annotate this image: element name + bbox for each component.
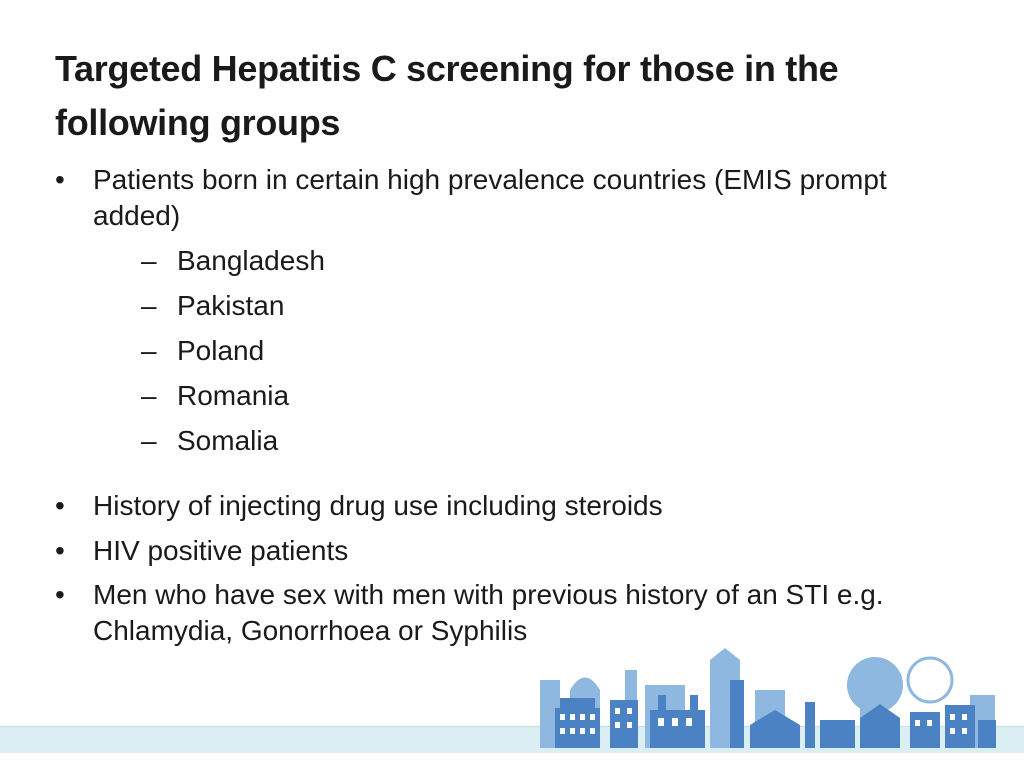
country-name: Romania bbox=[177, 380, 290, 411]
country-list bbox=[93, 238, 955, 463]
dash-marker: – bbox=[141, 245, 157, 276]
bullet-marker: • bbox=[55, 164, 65, 195]
bullet-marker: • bbox=[55, 579, 65, 610]
country-item bbox=[93, 238, 955, 283]
slide-body bbox=[55, 162, 955, 649]
bullet-item bbox=[55, 162, 955, 463]
city-skyline-icon bbox=[530, 640, 1000, 748]
bullet-text: HIV positive patients bbox=[93, 535, 349, 566]
bullet-item bbox=[55, 528, 955, 573]
dash-marker: – bbox=[141, 425, 157, 456]
country-name: Pakistan bbox=[177, 290, 285, 321]
country-name: Poland bbox=[177, 335, 265, 366]
bullet-text: History of injecting drug use including steroids bbox=[93, 490, 663, 521]
country-item bbox=[93, 328, 955, 373]
bullet-marker: • bbox=[55, 535, 65, 566]
country-item bbox=[93, 283, 955, 328]
dash-marker: – bbox=[141, 290, 157, 321]
bullet-item bbox=[55, 483, 955, 528]
dash-marker: – bbox=[141, 380, 157, 411]
country-item bbox=[93, 418, 955, 463]
country-name: Somalia bbox=[177, 425, 279, 456]
bullet-text: Men who have sex with men with previous history of an STI e.g. Chlamydia, Gonorrhoea or Syphilis bbox=[93, 579, 884, 646]
country-item bbox=[93, 373, 955, 418]
dash-marker: – bbox=[141, 335, 157, 366]
country-name: Bangladesh bbox=[177, 245, 325, 276]
bullet-text: Patients born in certain high prevalence countries (EMIS prompt added) bbox=[93, 164, 887, 231]
slide-title: Targeted Hepatitis C screening for those in the following groups bbox=[55, 48, 839, 143]
bullet-marker: • bbox=[55, 490, 65, 521]
bullet-item bbox=[55, 577, 955, 649]
